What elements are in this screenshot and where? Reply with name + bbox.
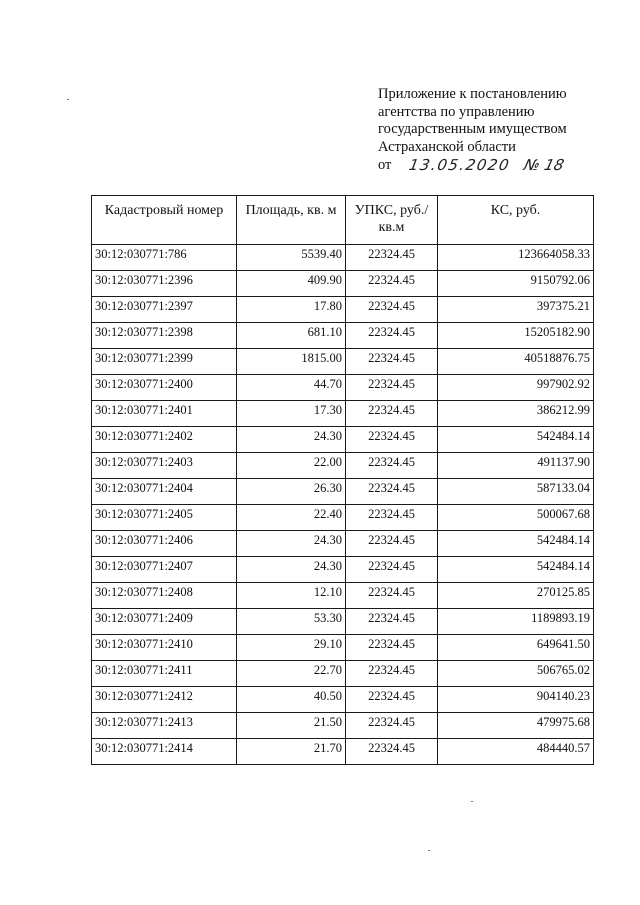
- table-body: [92, 245, 594, 765]
- upks-cell: 22324.45: [346, 583, 438, 609]
- table-row: [92, 375, 594, 401]
- header-line-3: государственным имуществом: [378, 121, 567, 137]
- cadastral-value-cell: 123664058.33: [438, 245, 594, 271]
- area-cell: 22.00: [237, 453, 346, 479]
- scan-speck: [428, 850, 430, 851]
- header-line-1: Приложение к постановлению: [378, 86, 567, 102]
- upks-cell: 22324.45: [346, 349, 438, 375]
- cadastral-value-cell: 491137.90: [438, 453, 594, 479]
- area-cell: 29.10: [237, 635, 346, 661]
- cadastral-number-cell: 30:12:030771:2413: [92, 713, 237, 739]
- cadastral-number-cell: 30:12:030771:2405: [92, 505, 237, 531]
- column-header-area: Площадь, кв. м: [237, 196, 346, 245]
- cadastral-number-cell: 30:12:030771:2397: [92, 297, 237, 323]
- area-cell: 681.10: [237, 323, 346, 349]
- table-row: [92, 505, 594, 531]
- cadastral-number-cell: 30:12:030771:2410: [92, 635, 237, 661]
- area-cell: 5539.40: [237, 245, 346, 271]
- upks-cell: 22324.45: [346, 479, 438, 505]
- cadastral-number-cell: 30:12:030771:2404: [92, 479, 237, 505]
- upks-cell: 22324.45: [346, 453, 438, 479]
- cadastral-value-cell: 542484.14: [438, 557, 594, 583]
- upks-cell: 22324.45: [346, 505, 438, 531]
- table-row: [92, 271, 594, 297]
- cadastral-value-cell: 997902.92: [438, 375, 594, 401]
- table-row: [92, 609, 594, 635]
- upks-cell: 22324.45: [346, 323, 438, 349]
- table-row: [92, 687, 594, 713]
- column-header-upks: УПКС, руб./кв.м: [346, 196, 438, 245]
- cadastral-number-cell: 30:12:030771:2402: [92, 427, 237, 453]
- upks-cell: 22324.45: [346, 739, 438, 765]
- table-header-row: [92, 196, 594, 245]
- date-row: [378, 157, 618, 175]
- table-header: [92, 196, 594, 245]
- handwritten-number: № 18: [522, 156, 567, 174]
- appendix-header: [378, 86, 618, 175]
- cadastral-value-table: [91, 195, 594, 765]
- upks-cell: 22324.45: [346, 661, 438, 687]
- area-cell: 22.40: [237, 505, 346, 531]
- cadastral-number-cell: 30:12:030771:2406: [92, 531, 237, 557]
- area-cell: 40.50: [237, 687, 346, 713]
- cadastral-number-cell: 30:12:030771:786: [92, 245, 237, 271]
- table-row: [92, 661, 594, 687]
- cadastral-value-cell: 542484.14: [438, 427, 594, 453]
- table-row: [92, 531, 594, 557]
- cadastral-value-cell: 1189893.19: [438, 609, 594, 635]
- area-cell: 12.10: [237, 583, 346, 609]
- table-row: [92, 557, 594, 583]
- area-cell: 21.50: [237, 713, 346, 739]
- cadastral-number-cell: 30:12:030771:2400: [92, 375, 237, 401]
- cadastral-value-cell: 270125.85: [438, 583, 594, 609]
- cadastral-number-cell: 30:12:030771:2403: [92, 453, 237, 479]
- table-row: [92, 739, 594, 765]
- table-row: [92, 349, 594, 375]
- scan-speck: [471, 801, 473, 802]
- table-row: [92, 245, 594, 271]
- cadastral-value-cell: 15205182.90: [438, 323, 594, 349]
- table-row: [92, 401, 594, 427]
- cadastral-number-cell: 30:12:030771:2411: [92, 661, 237, 687]
- cadastral-number-cell: 30:12:030771:2407: [92, 557, 237, 583]
- upks-cell: 22324.45: [346, 687, 438, 713]
- area-cell: 24.30: [237, 557, 346, 583]
- cadastral-value-cell: 40518876.75: [438, 349, 594, 375]
- upks-cell: 22324.45: [346, 245, 438, 271]
- cadastral-value-cell: 506765.02: [438, 661, 594, 687]
- area-cell: 24.30: [237, 531, 346, 557]
- upks-cell: 22324.45: [346, 609, 438, 635]
- cadastral-value-cell: 397375.21: [438, 297, 594, 323]
- cadastral-value-cell: 484440.57: [438, 739, 594, 765]
- upks-cell: 22324.45: [346, 375, 438, 401]
- cadastral-value-cell: 904140.23: [438, 687, 594, 713]
- area-cell: 44.70: [237, 375, 346, 401]
- cadastral-number-cell: 30:12:030771:2398: [92, 323, 237, 349]
- upks-cell: 22324.45: [346, 401, 438, 427]
- area-cell: 53.30: [237, 609, 346, 635]
- table-row: [92, 297, 594, 323]
- upks-cell: 22324.45: [346, 713, 438, 739]
- upks-cell: 22324.45: [346, 557, 438, 583]
- upks-cell: 22324.45: [346, 635, 438, 661]
- cadastral-number-cell: 30:12:030771:2401: [92, 401, 237, 427]
- area-cell: 1815.00: [237, 349, 346, 375]
- cadastral-value-cell: 386212.99: [438, 401, 594, 427]
- date-prefix: от: [378, 157, 392, 173]
- cadastral-number-cell: 30:12:030771:2399: [92, 349, 237, 375]
- table-row: [92, 635, 594, 661]
- cadastral-value-cell: 479975.68: [438, 713, 594, 739]
- cadastral-value-cell: 542484.14: [438, 531, 594, 557]
- header-line-2: агентства по управлению: [378, 103, 535, 120]
- area-cell: 24.30: [237, 427, 346, 453]
- cadastral-number-cell: 30:12:030771:2409: [92, 609, 237, 635]
- cadastral-value-cell: 587133.04: [438, 479, 594, 505]
- cadastral-value-cell: 500067.68: [438, 505, 594, 531]
- upks-cell: 22324.45: [346, 427, 438, 453]
- handwritten-date: 13.05.2020: [407, 156, 513, 174]
- area-cell: 17.80: [237, 297, 346, 323]
- column-header-cadastral-value: КС, руб.: [438, 196, 594, 245]
- upks-cell: 22324.45: [346, 297, 438, 323]
- table-row: [92, 323, 594, 349]
- table-row: [92, 583, 594, 609]
- cadastral-number-cell: 30:12:030771:2396: [92, 271, 237, 297]
- scan-speck: [67, 99, 69, 100]
- cadastral-value-cell: 649641.50: [438, 635, 594, 661]
- table-row: [92, 427, 594, 453]
- area-cell: 26.30: [237, 479, 346, 505]
- table-row: [92, 713, 594, 739]
- cadastral-number-cell: 30:12:030771:2408: [92, 583, 237, 609]
- area-cell: 22.70: [237, 661, 346, 687]
- cadastral-number-cell: 30:12:030771:2412: [92, 687, 237, 713]
- area-cell: 21.70: [237, 739, 346, 765]
- cadastral-number-cell: 30:12:030771:2414: [92, 739, 237, 765]
- area-cell: 409.90: [237, 271, 346, 297]
- table-row: [92, 453, 594, 479]
- header-line-4: Астраханской области: [378, 138, 516, 155]
- table-row: [92, 479, 594, 505]
- column-header-cadastral-number: Кадастровый номер: [92, 196, 237, 245]
- upks-cell: 22324.45: [346, 271, 438, 297]
- area-cell: 17.30: [237, 401, 346, 427]
- cadastral-value-cell: 9150792.06: [438, 271, 594, 297]
- upks-cell: 22324.45: [346, 531, 438, 557]
